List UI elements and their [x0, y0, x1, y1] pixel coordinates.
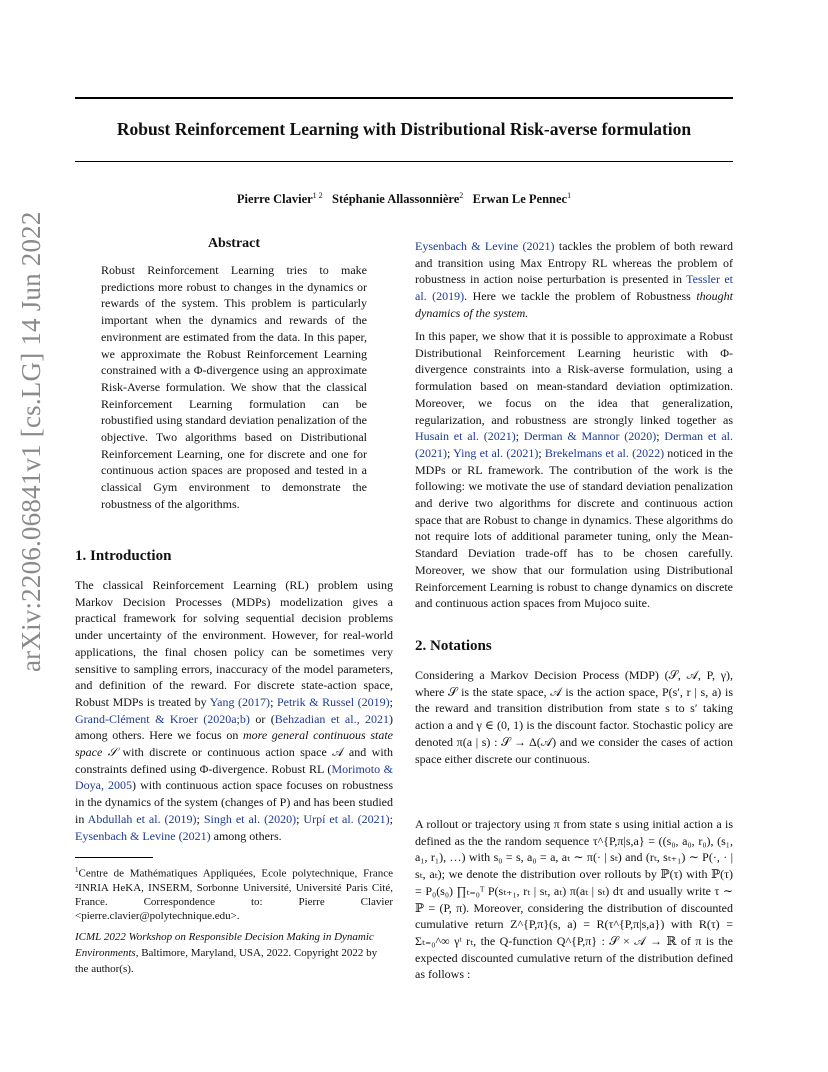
- right-paragraph-1: Eysenbach & Levine (2021) tackles the problem of both reward and transition using Max Entropy RL whereas the problem of robustness in action noise perturbation is presented in Tessler et al. (2019). Here we tackle the problem of Robustness thought dynamics of the system.: [415, 239, 734, 320]
- paper-title: Robust Reinforcement Learning with Distributional Risk-averse formulation: [116, 119, 692, 139]
- citation-link[interactable]: Behzadian et al., 2021: [274, 711, 389, 726]
- title-bottom-rule: [75, 161, 733, 162]
- notations-heading: 2. Notations: [415, 638, 492, 654]
- author-name: Pierre Clavier: [236, 192, 313, 207]
- author-affiliation: 1 2: [312, 191, 323, 200]
- citation-link[interactable]: Tessler et al. (2019): [415, 272, 733, 304]
- citation-link[interactable]: Ying et al. (2021): [453, 445, 539, 460]
- author-name: Stéphanie Allassonnière: [332, 192, 460, 207]
- author-affiliation: 2: [459, 191, 464, 200]
- citation-link[interactable]: Husain et al. (2021): [415, 429, 516, 444]
- arxiv-identifier-sidebar: arXiv:2206.06841v1 [cs.LG] 14 Jun 2022: [16, 211, 46, 672]
- citation-link[interactable]: Urpí et al. (2021): [303, 811, 390, 826]
- citation-link[interactable]: Derman et al. (2021): [415, 429, 733, 460]
- notations-paragraph-1: Considering a Markov Decision Process (MDP) (𝒮, 𝒜, P, γ), where 𝒮 is the state space, 𝒜 is the action space, P(s′, r | s, a) is the reward and transition distribution from state s to s′ taking action a and γ ∈ (0, 1) is the discount factor. Stochastic policy are denoted π(a | s) : 𝒮 → Δ(𝒜) and we consider the cases of action space either discrete our continuous.: [415, 668, 733, 766]
- citation-link[interactable]: Yang (2017): [209, 694, 271, 709]
- citation-link[interactable]: Derman & Mannor (2020): [523, 429, 657, 444]
- footnote-rule: [75, 857, 153, 858]
- right-paragraph-2: In this paper, we show that it is possible to approximate a Robust Distributional Reinforcement Learning heuristic with Φ-divergence constraints into a Risk-averse formulation, using a formulation based on mean-standard deviation optimization. Moreover, we focus on the idea that generalization, regularization, and robustness are strongly linked together as Husain et al. (2021); Derman & Mannor (2020); Derman et al. (2021); Ying et al. (2021); Brekelmans et al. (2022) noticed in the MDPs or RL framework. The contribution of the work is the following: we motivate the use of standard deviation penalization and derive two algorithms for discrete and continuous action space that are Robust to change in dynamics. These algorithms do not require lots of additional parameter tuning, only the Mean-Standard Deviation trade-off has to be chosen carefully. Moreover, we show that our formulation using Distributional Reinforcement Learning is robust to change dynamics on discrete and continuous action spaces from Mujoco suite.: [415, 329, 733, 611]
- venue-note: ICML 2022 Workshop on Responsible Decision Making in Dynamic Environments, Baltimore, Maryland, USA, 2022. Copyright 2022 by the author(s).: [75, 931, 378, 975]
- citation-link[interactable]: Grand-Clément & Kroer (2020a;b): [75, 711, 250, 726]
- notations-paragraph-2: A rollout or trajectory using π from state s using initial action a is defined as the the random sequence τ^{P,π|s,a} = ((s₀, a₀, r₀), (s₁, a₁, r₁), …) with s₀ = s, a₀ = a, aₜ ∼ π(· | sₜ) and (rₜ, sₜ₊₁) ∼ P(·, · | sₜ, aₜ); we denote the distribution over rollouts by ℙ(τ) with ℙ(τ) = P₀(s₀) ∏ₜ₌₀ᵀ P(sₜ₊₁, rₜ | sₜ, aₜ) π(aₜ | sₜ) dτ and usually write τ ∼ ℙ = (P, π). Moreover, considering the distribution of discounted cumulative return Z^{P,π}(s, a) = R(τ^{P,π|s,a}) with R(τ) = Σₜ₌₀^∞ γᵗ rₜ, the Q-function Q^{P,π} : 𝒮 × 𝒜 → ℝ of π is the expected discounted cumulative return of the distribution defined as follows :: [415, 817, 733, 982]
- citation-link[interactable]: Singh et al. (2020): [203, 811, 297, 826]
- citation-link[interactable]: Morimoto & Doya, 2005: [75, 761, 393, 793]
- introduction-heading: 1. Introduction: [75, 548, 172, 564]
- citation-link[interactable]: Abdullah et al. (2019): [87, 811, 197, 826]
- citation-link[interactable]: Eysenbach & Levine (2021): [75, 828, 211, 843]
- author-list: [75, 191, 733, 207]
- title-top-rule: [75, 97, 733, 99]
- citation-link[interactable]: Petrik & Russel (2019): [276, 694, 390, 709]
- author-affiliation: 1: [567, 191, 572, 200]
- citation-link[interactable]: Brekelmans et al. (2022): [544, 445, 665, 460]
- abstract-text: Robust Reinforcement Learning tries to make predictions more robust to changes in the dynamics or rewards of the system. This problem is particularly important when the dynamics and rewards of the environment are estimated from the data. In this paper, we approximate the Robust Reinforcement Learning constrained with a Φ-divergence using an approximate Risk-Averse formulation. We show that the classical Reinforcement Learning formulation can be robustified using standard deviation penalization of the objective. Two algorithms based on Distributional Reinforcement Learning, one for discrete and one for continuous action spaces are proposed and tested in a classical Gym environment to demonstrate the robustness of the algorithms.: [101, 263, 367, 511]
- introduction-text: The classical Reinforcement Learning (RL) problem using Markov Decision Processes (MDPs) modelization gives a practical framework for solving sequential decision problems under uncertainty of the environment. However, for real-world applications, the final chosen policy can be sometimes very sensitive to sampling errors, inaccuracy of the model parameters, and definition of the reward. For discrete state-action space, Robust MDPs is treated by Yang (2017); Petrik & Russel (2019); Grand-Clément & Kroer (2020a;b) or (Behzadian et al., 2021) among others. Here we focus on more general continuous state space 𝒮 with discrete or continuous action space 𝒜 and with constraints defined using Φ-divergence. Robust RL (Morimoto & Doya, 2005) with continuous action space focuses on robustness in the dynamics of the system (changes of P) and has been studied in Abdullah et al. (2019); Singh et al. (2020); Urpí et al. (2021); Eysenbach & Levine (2021) among others.: [75, 578, 394, 843]
- affiliation-footnote: $^1$Centre de Mathématiques Appliquées, Ecole polytechnique, France ²INRIA HeKA, INSERM, Sorbonne Université, Université Paris Cité, France. Correspondence to: Pierre Clavier <pierre.clavier@polytechnique.edu>.: [75, 866, 393, 922]
- author-name: Erwan Le Pennec: [472, 192, 568, 207]
- abstract-heading: Abstract: [207, 236, 261, 251]
- citation-link[interactable]: Eysenbach & Levine (2021): [415, 239, 555, 253]
